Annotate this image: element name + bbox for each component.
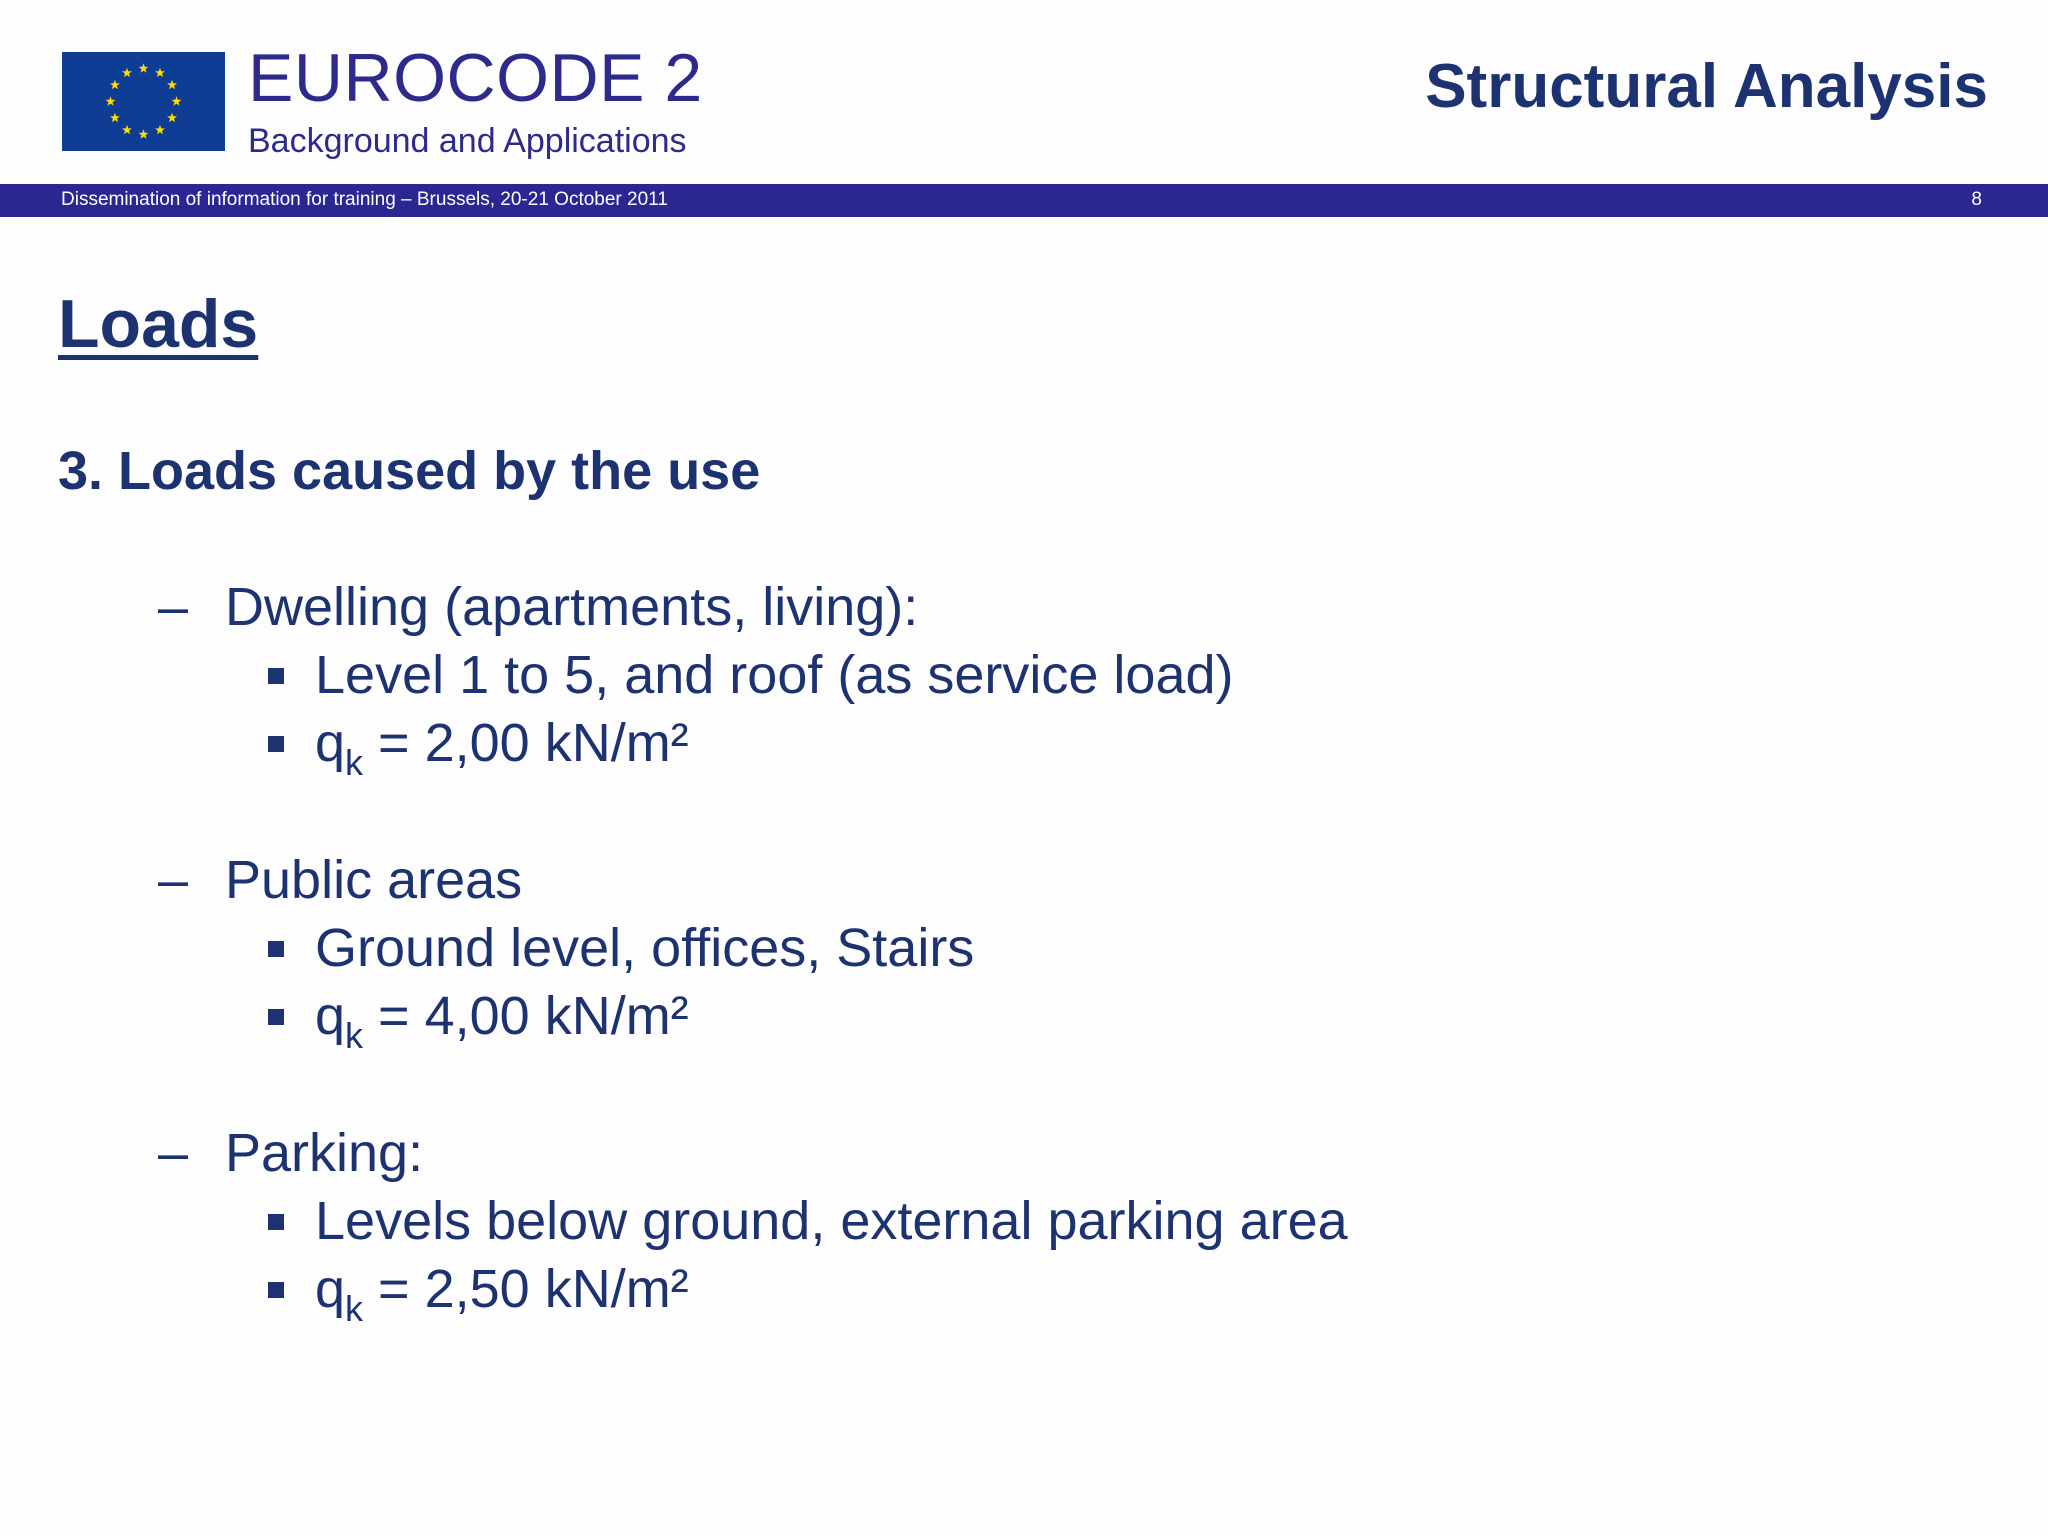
square-bullet-icon [268, 941, 284, 957]
square-bullet-icon [268, 668, 284, 684]
load-subscript: k [345, 1288, 364, 1329]
square-bullet-icon [268, 1282, 284, 1298]
group-label: Public areas [225, 850, 523, 910]
page-number: 8 [1971, 189, 1982, 210]
load-symbol: q [315, 1259, 346, 1319]
square-bullet-icon [268, 1214, 284, 1230]
page-heading: Loads [58, 286, 259, 362]
load-symbol: q [315, 713, 346, 773]
group-label: Parking: [225, 1123, 424, 1183]
square-bullet-icon [268, 736, 284, 752]
list-item-text: Level 1 to 5, and roof (as service load) [315, 645, 1234, 705]
info-band [0, 184, 2048, 217]
dash-bullet: – [158, 850, 189, 910]
list-item-text: Ground level, offices, Stairs [315, 918, 975, 978]
load-value [315, 1259, 689, 1329]
list-item-text: Levels below ground, external parking area [315, 1191, 1348, 1251]
eu-flag-stars [62, 52, 225, 151]
load-symbol: q [315, 986, 346, 1046]
load-rest: = 4,00 kN/m² [363, 986, 689, 1046]
brand-title: EUROCODE 2 [248, 40, 703, 116]
load-value [315, 986, 689, 1056]
section-title: Structural Analysis [1425, 52, 1988, 121]
brand-subtitle: Background and Applications [248, 122, 687, 160]
square-bullet-icon [268, 1009, 284, 1025]
section-subheading: 3. Loads caused by the use [58, 441, 761, 501]
dash-bullet: – [158, 577, 189, 637]
load-rest: = 2,50 kN/m² [363, 1259, 689, 1319]
load-subscript: k [345, 742, 364, 783]
load-rest: = 2,00 kN/m² [363, 713, 689, 773]
eu-flag-icon [62, 52, 225, 151]
dash-bullet: – [158, 1123, 189, 1183]
band-text: Dissemination of information for training – Brussels, 20-21 October 2011 [61, 189, 668, 210]
group-label: Dwelling (apartments, living): [225, 577, 919, 637]
load-value [315, 713, 689, 783]
load-subscript: k [345, 1015, 364, 1056]
